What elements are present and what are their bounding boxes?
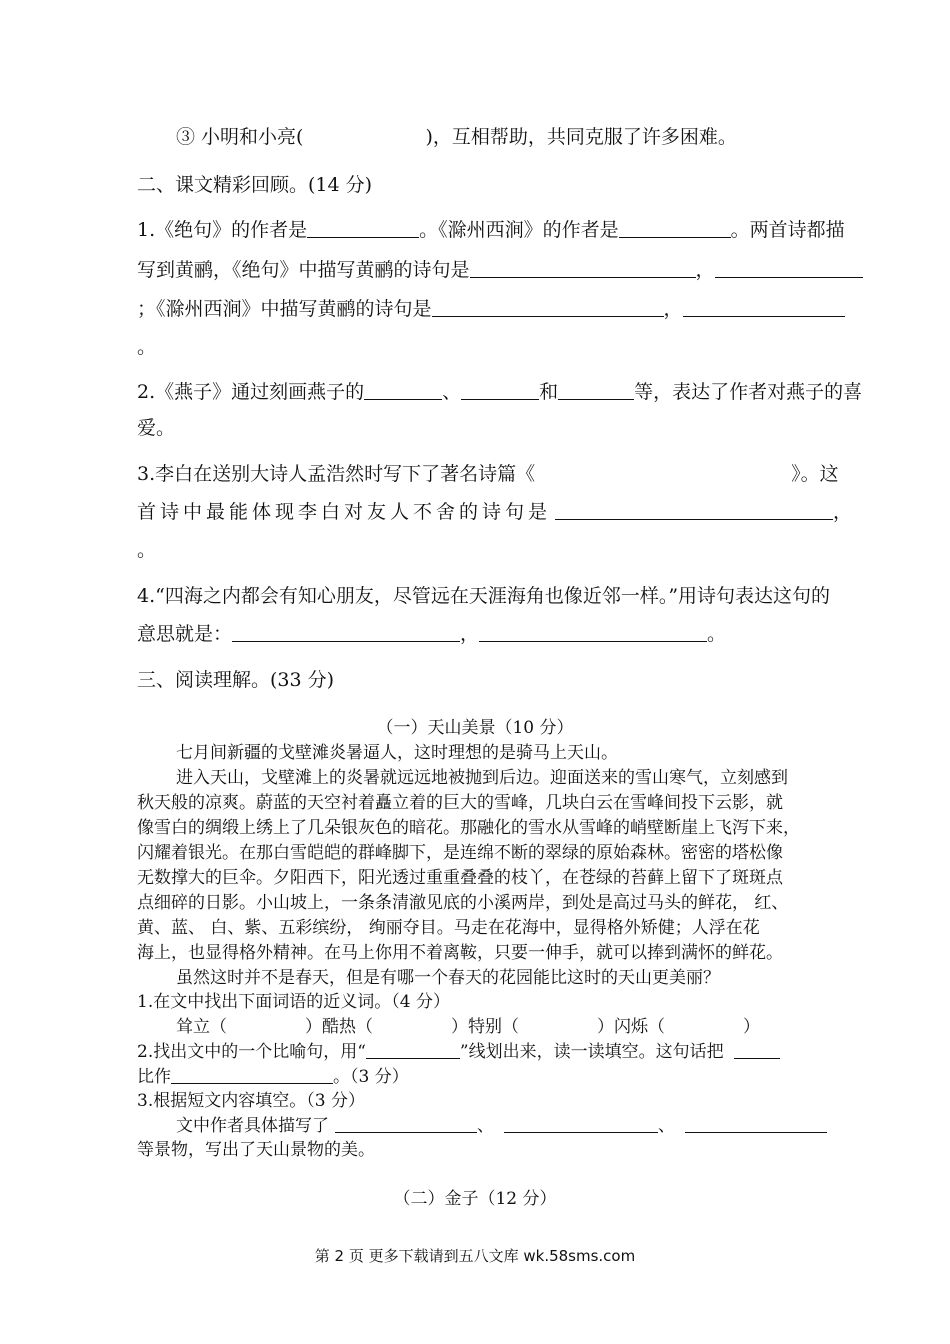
question-2-3-line-2: 首诗中最能体现李白对友人不舍的诗句是 ， bbox=[137, 501, 857, 523]
passage-line: 闪耀着银光。在那白雪皑皑的群峰脚下，是连绵不断的翠绿的原始森林。密密的塔松像 bbox=[137, 843, 783, 863]
passage-line: 像雪白的绸缎上绣上了几朵银灰色的暗花。那融化的雪水从雪峰的峭壁断崖上飞泻下来， bbox=[137, 818, 800, 838]
question-2-1-line-4: 。 bbox=[137, 336, 157, 358]
answer-blank[interactable] bbox=[683, 298, 845, 317]
fill-blank-item-3 bbox=[176, 125, 737, 149]
synonym-words-row: 耸立（ ）酷热（ ）特别（ ）闪烁（ ） bbox=[176, 1017, 760, 1037]
answer-blank[interactable] bbox=[307, 219, 419, 238]
answer-blank[interactable] bbox=[364, 381, 442, 400]
passage-line: 无数撑大的巨伞。夕阳西下，阳光透过重重叠叠的枝丫，在苍绿的苔藓上留下了斑斑点 bbox=[137, 868, 783, 888]
passage-1-question-3: 3.根据短文内容填空。（3 分） bbox=[137, 1091, 365, 1111]
answer-blank[interactable] bbox=[619, 219, 731, 238]
answer-blank[interactable] bbox=[461, 381, 539, 400]
passage-line: 虽然这时并不是春天，但是有哪一个春天的花园能比这时的天山更美丽？ bbox=[176, 968, 720, 988]
passage-1-question-2-line-2: 比作 。（3 分） bbox=[137, 1067, 409, 1087]
question-2-1-line-2: 写到黄鹂，《绝句》中描写黄鹂的诗句是 ， bbox=[137, 258, 863, 282]
passage-line: 海上，也显得格外精神。在马上你用不着离鞍，只要一伸手，就可以捧到满怀的鲜花。 bbox=[137, 943, 783, 963]
answer-blank[interactable] bbox=[232, 623, 460, 642]
section-3-heading: 三、阅读理解。(33 分) bbox=[137, 669, 335, 691]
answer-blank[interactable] bbox=[432, 298, 664, 317]
passage-line: 进入天山，戈壁滩上的炎暑就远远地被抛到后边。迎面送来的雪山寒气，立刻感到 bbox=[176, 768, 788, 788]
passage-line: 点细碎的日影。小山坡上，一条条清澈见底的小溪两岸，到处是高过马头的鲜花， 红、 bbox=[137, 893, 789, 913]
passage-1-question-3-line-1: 文中作者具体描写了 、 、 bbox=[176, 1115, 827, 1137]
passage-1-question-1: 1.在文中找出下面词语的近义词。（4 分） bbox=[137, 992, 450, 1012]
answer-blank[interactable] bbox=[479, 623, 707, 642]
passage-line: 黄、蓝、 白、紫、五彩缤纷， 绚丽夺目。马走在花海中，显得格外矫健；人浮在花 bbox=[137, 918, 760, 938]
answer-blank[interactable] bbox=[335, 1117, 477, 1133]
passage-1-title: （一）天山美景（10 分） bbox=[376, 718, 574, 738]
question-2-2-line-2: 爱。 bbox=[137, 417, 176, 439]
answer-blank[interactable] bbox=[171, 1068, 333, 1084]
answer-blank[interactable] bbox=[558, 381, 634, 400]
question-2-1-line-1: 1.《绝句》的作者是 。《滁州西涧》的作者是 。两首诗都描 bbox=[137, 219, 845, 241]
page-footer: 第 2 页 更多下载请到五八文库 wk.58sms.com bbox=[314, 1247, 636, 1265]
question-2-2-line-1: 2.《燕子》通过刻画燕子的 、 和 等，表达了作者对燕子的喜 bbox=[137, 381, 863, 403]
question-2-1-line-3: ；《滁州西涧》中描写黄鹂的诗句是 ， bbox=[137, 297, 845, 321]
section-2-heading: 二、课文精彩回顾。(14 分) bbox=[137, 174, 373, 196]
passage-2-title: （二）金子（12 分） bbox=[393, 1189, 557, 1209]
line-sample bbox=[366, 1043, 460, 1059]
passage-line: 秋天般的凉爽。蔚蓝的天空衬着矗立着的巨大的雪峰，几块白云在雪峰间投下云影，就 bbox=[137, 793, 783, 813]
question-2-3-line-1: 3.李白在送别大诗人孟浩然时写下了著名诗篇《 》。这 bbox=[137, 463, 839, 485]
passage-1-question-3-line-2: 等景物，写出了天山景物的美。 bbox=[137, 1140, 375, 1160]
question-2-3-line-3: 。 bbox=[137, 539, 157, 561]
answer-blank[interactable] bbox=[734, 1043, 780, 1059]
item-close: )，互相帮助，共同克服了许多困难。 bbox=[425, 126, 737, 148]
passage-1-question-2-line-1: 2.找出文中的一个比喻句，用“ ”线划出来，读一读填空。这句话把 bbox=[137, 1041, 780, 1063]
passage-line: 七月间新疆的戈壁滩炎暑逼人，这时理想的是骑马上天山。 bbox=[176, 743, 618, 763]
answer-blank[interactable] bbox=[555, 501, 833, 520]
item-label: ③ 小明和小亮( bbox=[176, 126, 304, 148]
question-2-4-line-2: 意思就是： ， 。 bbox=[137, 623, 727, 645]
question-2-4-line-1: 4.“四海之内都会有知心朋友，尽管远在天涯海角也像近邻一样。”用诗句表达这句的 bbox=[137, 585, 831, 607]
answer-blank[interactable] bbox=[715, 259, 863, 278]
answer-blank[interactable] bbox=[685, 1117, 827, 1133]
answer-blank[interactable] bbox=[504, 1117, 658, 1133]
answer-blank[interactable] bbox=[470, 259, 696, 278]
